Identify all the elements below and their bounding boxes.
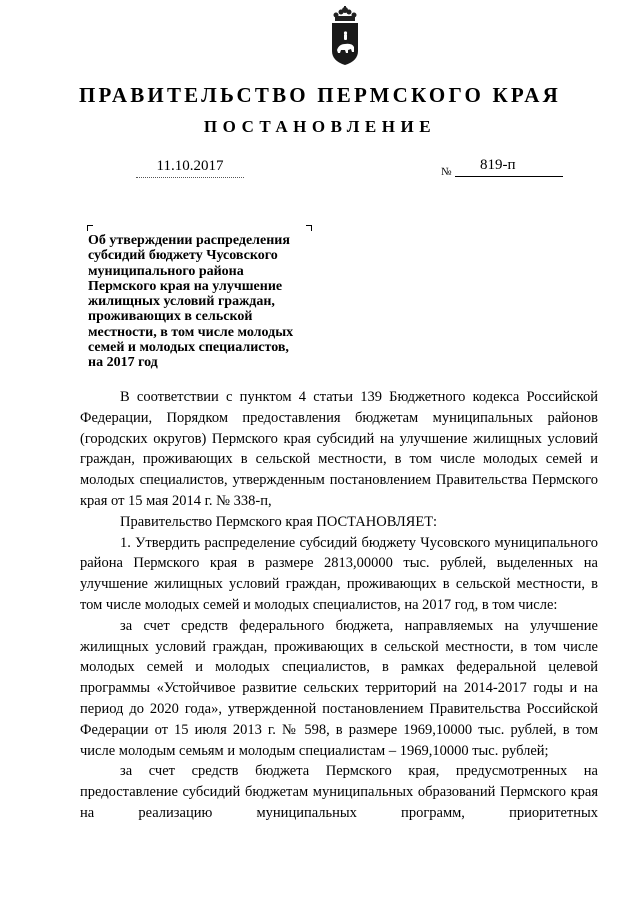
subject-line: субсидий бюджету Чусовского bbox=[88, 248, 278, 264]
subject-line: проживающих в сельской bbox=[88, 309, 253, 325]
subject-line: Об утверждении распределения bbox=[88, 233, 290, 248]
organization-title: ПРАВИТЕЛЬСТВО ПЕРМСКОГО КРАЯ bbox=[78, 83, 561, 107]
federal-funds-paragraph: за счет средств федерального бюджета, направляемых на улучшение жилищных условий граждан, проживающих в сельской местности, в том числе молодых семей и молодых специалистов, в рамках федеральной целевой программы «Устойчивое развитие сельских территорий на 2014-2017 годы и на период до 2020 года», утвержденной постановлением Правительства Российской Федерации от 15 июля 2013 г. № 598, в размере 1969,10000 тыс. рублей, в том числе молодым семьям и молодым специалистам – 1969,10000 тыс. рублей; bbox=[80, 617, 598, 759]
subject-line: жилищных условий граждан, bbox=[88, 294, 275, 310]
number-sign: № bbox=[441, 166, 452, 178]
document-type: ПОСТАНОВЛЕНИЕ bbox=[203, 117, 437, 136]
regional-funds-paragraph: за счет средств бюджета Пермского края, предусмотренных на предоставление субсидий бюджетам муниципальных образований Пермского края на реализацию муниципальных программ, приоритетных bbox=[80, 763, 598, 821]
document-date: 11.10.2017 bbox=[136, 158, 244, 178]
document-number: 819-п bbox=[455, 157, 563, 177]
subject-line: Пермского края на улучшение bbox=[88, 278, 283, 294]
crown-icon bbox=[334, 6, 357, 21]
subject-line: муниципального района bbox=[88, 263, 244, 279]
document-subject bbox=[88, 233, 323, 371]
subject-line: местности, в том числе молодых bbox=[88, 324, 294, 340]
item-1-paragraph: 1. Утвердить распределение субсидий бюджету Чусовского муниципального района Пермского края в размере 2813,00000 тыс. рублей, выделенных на улучшение жилищных условий граждан, проживающих в сельской местности, в том числе молодых семей и молодых специалистов, на 2017 год, в том числе: bbox=[80, 534, 598, 613]
preamble-paragraph: В соответствии с пунктом 4 статьи 139 Бюджетного кодекса Российской Федерации, Порядком предоставления бюджетам муниципальных районов (городских округов) Пермского края субсидий на улучшение жилищных условий граждан, проживающих в сельской местности, в том числе молодых семей и молодых специалистов, утвержденным постановлением Правительства Пермского края от 15 мая 2014 г. № 338-п, bbox=[80, 389, 598, 509]
decree-paragraph: Правительство Пермского края ПОСТАНОВЛЯЕТ: bbox=[120, 513, 438, 530]
document-body bbox=[80, 387, 598, 824]
subject-line: семей и молодых специалистов, bbox=[88, 340, 289, 356]
coat-of-arms-emblem bbox=[330, 6, 360, 66]
subject-bracket-right bbox=[306, 225, 312, 231]
subject-line: на 2017 год bbox=[88, 355, 158, 371]
subject-bracket-left bbox=[87, 225, 93, 231]
